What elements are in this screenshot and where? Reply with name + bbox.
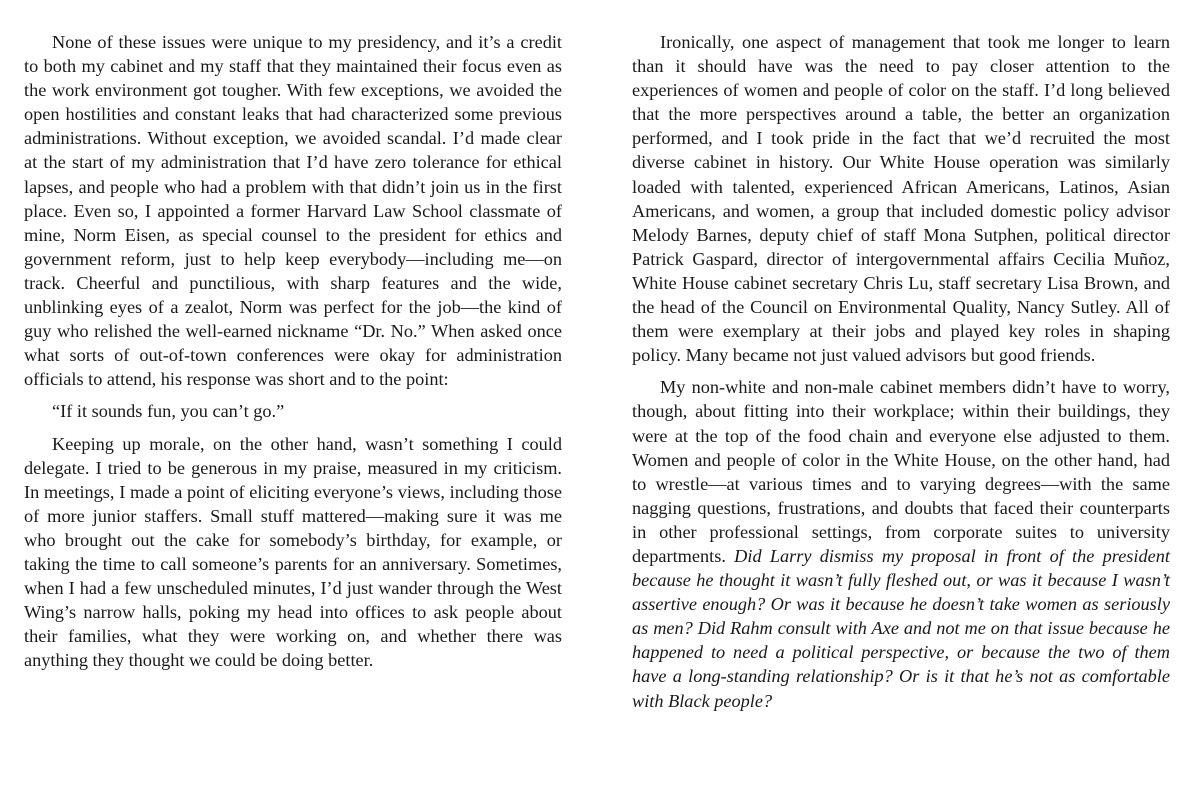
right-paragraph-1: Ironically, one aspect of management that took me longer to learn than it should have was the need to pay closer attention to the experiences of women and people of color on the staff. I’d long believed that the more perspectives around a table, the better an organization performed, and I took pride in the fact that we’d recruited the most diverse cabinet in history. Our White House operation was similarly loaded with talented, experienced African Americans, Latinos, Asian Americans, and women, a group that included domestic policy advisor Melody Barnes, deputy chief of staff Mona Sutphen, political director Patrick Gaspard, director of intergovernmental affairs Cecilia Muñoz, White House cabinet secretary Chris Lu, staff secretary Lisa Brown, and the head of the Council on Environmental Quality, Nancy Sutley. All of them were exemplary at their jobs and played key roles in shaping policy. Many became not just valued advisors but good friends. [632, 32, 1170, 366]
left-paragraph-2: Keeping up morale, on the other hand, wasn’t something I could delegate. I tried to be generous in my praise, measured in my criticism. In meetings, I made a point of eliciting everyone’s views, including those of more junior staffers. Small stuff mattered—making sure it was me who brought out the cake for somebody’s birthday, for example, or taking the time to call someone’s parents for an anniversary. Sometimes, when I had a few unscheduled minutes, I’d just wander through the West Wing’s narrow halls, poking my head into offices to ask people about their families, what they were working on, and whether there was anything they thought we could be doing better. [24, 433, 562, 671]
left-page [24, 30, 562, 680]
left-paragraph-1: None of these issues were unique to my presidency, and it’s a credit to both my cabinet and my staff that they maintained their focus even as the work environment got tougher. With few exceptions, we avoided the open hostilities and constant leaks that had characterized some previous administrations. Without exception, we avoided scandal. I’d made clear at the start of my administration that I’d have zero tolerance for ethical lapses, and people who had a problem with that didn’t join us in the first place. Even so, I appointed a former Harvard Law School classmate of mine, Norm Eisen, as special counsel to the president for ethics and government reform, just to help keep everybody—including me—on track. Cheerful and punctilious, with sharp features and the wide, unblinking eyes of a zealot, Norm was perfect for the job—the kind of guy who relished the well-earned nickname “Dr. No.” When asked once what sorts of out-of-town conferences were okay for administration officials to attend, his response was short and to the point: [24, 32, 562, 390]
right-page [632, 30, 1170, 721]
right-paragraph-2 [632, 375, 1170, 712]
right-paragraph-2-italic-questions: Did Larry dismiss my proposal in front of the president because he thought it wasn’t fully fleshed out, or was it because I wasn’t assertive enough? Or was it because he doesn’t take women as seriously as men? Did Rahm consult with Axe and not me on that issue because he happened to need a political perspective, or because the two of them have a long-standing relationship? Or is it that he’s not as comfortable with Black people? [632, 545, 1170, 711]
left-quote-line: “If it sounds fun, you can’t go.” [52, 401, 285, 422]
right-paragraph-2-text: My non-white and non-male cabinet members didn’t have to worry, though, about fitting into their workplace; within their buildings, they were at the top of the food chain and everyone else adjusted to them. Women and people of color in the White House, on the other hand, had to wrestle—at various times and to varying degrees—with the same nagging questions, frustrations, and doubts that faced their counterparts in other professional settings, from corporate suites to university departments. [632, 377, 1170, 566]
